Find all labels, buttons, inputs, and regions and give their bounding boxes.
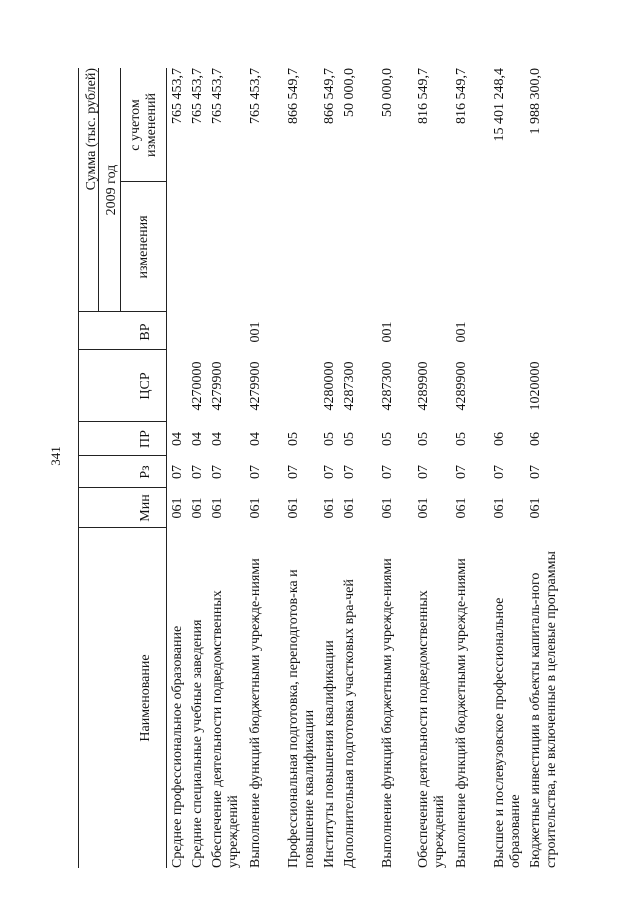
header-rz: Рз bbox=[138, 465, 153, 479]
row-rz: 07 bbox=[492, 465, 507, 479]
row-min: 061 bbox=[342, 497, 357, 519]
header-vr: ВР bbox=[138, 323, 153, 341]
row-rz: 07 bbox=[248, 465, 263, 479]
row-total: 765 453,7 bbox=[210, 68, 225, 124]
row-pr: 06 bbox=[528, 432, 543, 446]
row-vr: 001 bbox=[248, 321, 263, 343]
row-rz: 07 bbox=[528, 465, 543, 479]
row-min: 061 bbox=[286, 497, 301, 519]
row-name: Выполнение функций бюджетными учрежде-ниями bbox=[248, 558, 263, 868]
row-min: 061 bbox=[492, 497, 507, 519]
row-pr: 05 bbox=[286, 432, 301, 446]
row-min: 061 bbox=[190, 497, 205, 519]
row-name: Дополнительная подготовка участковых вра-чей bbox=[342, 579, 357, 868]
header-name: Наименование bbox=[138, 654, 153, 742]
row-pr: 04 bbox=[248, 432, 263, 446]
row-min: 061 bbox=[170, 497, 185, 519]
row-name: Средние специальные учебные заведения bbox=[190, 619, 205, 868]
row-rz: 07 bbox=[380, 465, 395, 479]
row-vr: 001 bbox=[380, 321, 395, 343]
header-changes: изменения bbox=[136, 215, 151, 279]
row-pr: 05 bbox=[342, 432, 357, 446]
row-total: 866 549,7 bbox=[322, 68, 337, 124]
row-rz: 07 bbox=[170, 465, 185, 479]
rule-v7 bbox=[120, 181, 166, 182]
row-pr: 04 bbox=[210, 432, 225, 446]
row-name: Высшее и послевузовское профессиональное образование bbox=[492, 597, 523, 868]
row-total: 816 549,7 bbox=[454, 68, 469, 124]
row-name: Выполнение функций бюджетными учрежде-ниями bbox=[380, 558, 395, 868]
header-year: 2009 год bbox=[104, 164, 119, 216]
row-total: 866 549,7 bbox=[286, 68, 301, 124]
row-total: 816 549,7 bbox=[416, 68, 431, 124]
row-total: 765 453,7 bbox=[170, 68, 185, 124]
row-name: Обеспечение деятельности подведомственных учреждений bbox=[416, 590, 447, 868]
row-min: 061 bbox=[322, 497, 337, 519]
row-total: 50 000,0 bbox=[380, 68, 395, 117]
row-csr: 4287300 bbox=[380, 361, 395, 411]
rule-v5 bbox=[78, 349, 166, 350]
row-min: 061 bbox=[380, 497, 395, 519]
header-csr: ЦСР bbox=[138, 372, 153, 400]
header-with-changes: с учетом изменений bbox=[128, 92, 159, 158]
row-rz: 07 bbox=[342, 465, 357, 479]
row-pr: 06 bbox=[492, 432, 507, 446]
row-name: Среднее профессиональное образование bbox=[170, 625, 185, 868]
row-min: 061 bbox=[248, 497, 263, 519]
row-name: Институты повышения квалификации bbox=[322, 640, 337, 868]
rule-year bbox=[120, 68, 121, 312]
header-pr: ПР bbox=[138, 430, 153, 448]
header-sum: Сумма (тыс. рублей) bbox=[84, 68, 99, 191]
header-min: Мин bbox=[138, 494, 153, 522]
row-name: Выполнение функций бюджетными учрежде-ниями bbox=[454, 558, 469, 868]
row-pr: 05 bbox=[380, 432, 395, 446]
row-name: Обеспечение деятельности подведомственных учреждений bbox=[210, 590, 241, 868]
rule-top bbox=[78, 68, 79, 868]
rule-v6 bbox=[78, 311, 166, 312]
row-rz: 07 bbox=[322, 465, 337, 479]
row-vr: 001 bbox=[454, 321, 469, 343]
row-pr: 04 bbox=[170, 432, 185, 446]
row-csr: 4279900 bbox=[248, 361, 263, 411]
row-csr: 4270000 bbox=[190, 361, 205, 411]
rule-v3 bbox=[78, 455, 166, 456]
row-rz: 07 bbox=[190, 465, 205, 479]
row-csr: 4280000 bbox=[322, 361, 337, 411]
row-rz: 07 bbox=[454, 465, 469, 479]
row-csr: 4289900 bbox=[454, 361, 469, 411]
rule-sum bbox=[98, 68, 99, 312]
row-rz: 07 bbox=[286, 465, 301, 479]
rule-header-bottom bbox=[166, 68, 167, 868]
rule-v1 bbox=[78, 527, 166, 528]
page-number: 341 bbox=[48, 446, 63, 466]
row-name: Профессиональная подготовка, переподготов-ка и повышение квалификации bbox=[286, 569, 317, 868]
row-pr: 05 bbox=[454, 432, 469, 446]
budget-table bbox=[78, 68, 598, 868]
row-min: 061 bbox=[528, 497, 543, 519]
row-csr: 4287300 bbox=[342, 361, 357, 411]
row-csr: 4279900 bbox=[210, 361, 225, 411]
row-csr: 1020000 bbox=[528, 361, 543, 411]
row-min: 061 bbox=[454, 497, 469, 519]
row-csr: 4289900 bbox=[416, 361, 431, 411]
row-rz: 07 bbox=[210, 465, 225, 479]
row-min: 061 bbox=[416, 497, 431, 519]
row-pr: 05 bbox=[322, 432, 337, 446]
rule-v4 bbox=[78, 421, 166, 422]
row-total: 765 453,7 bbox=[190, 68, 205, 124]
row-pr: 05 bbox=[416, 432, 431, 446]
row-min: 061 bbox=[210, 497, 225, 519]
row-rz: 07 bbox=[416, 465, 431, 479]
row-total: 50 000,0 bbox=[342, 68, 357, 117]
row-total: 765 453,7 bbox=[248, 68, 263, 124]
row-name: Бюджетные инвестиции в объекты капиталь-ного строительства, не включенные в целевые программы bbox=[528, 551, 559, 868]
row-total: 1 988 300,0 bbox=[528, 68, 543, 135]
rule-v2 bbox=[78, 487, 166, 488]
row-pr: 04 bbox=[190, 432, 205, 446]
row-total: 15 401 248,4 bbox=[492, 68, 507, 142]
